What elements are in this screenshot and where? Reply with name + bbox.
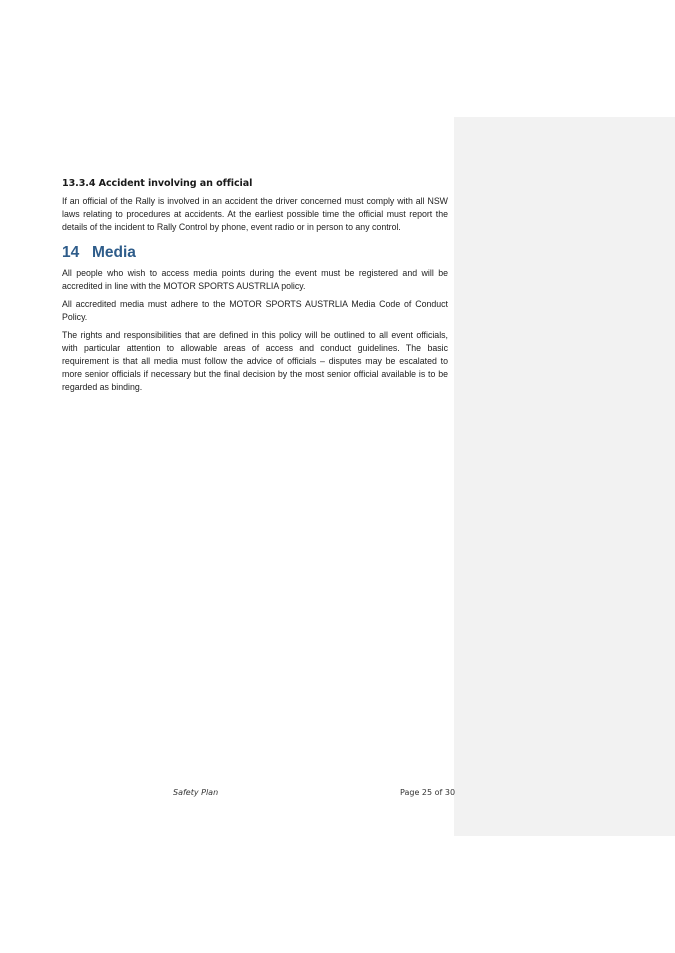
comment-pane bbox=[454, 117, 675, 836]
media-paragraph-2: All accredited media must adhere to the MOTOR SPORTS AUSTRLIA Media Code of Conduct Policy. bbox=[62, 299, 448, 322]
media-paragraph-1: All people who wish to access media points during the event must be registered and will be accredited in line with the MOTOR SPORTS AUSTRLIA policy. bbox=[62, 268, 448, 291]
section-14-title: Media bbox=[92, 244, 136, 261]
footer-document-title: Safety Plan bbox=[173, 788, 219, 797]
page-footer bbox=[0, 788, 675, 802]
section-14-number: 14 bbox=[62, 244, 80, 261]
section-14-heading bbox=[62, 244, 448, 262]
section-13-3-4-heading: 13.3.4 Accident involving an official bbox=[62, 178, 253, 189]
media-paragraph-3: The rights and responsibilities that are defined in this policy will be outlined to all event officials, with particular attention to allowable areas of access and conduct guidelines. The basic requirement is that all media must follow the advice of officials – disputes may be escalated to more senior officials if necessary but the final decision by the most senior official available is to be regarded as binding. bbox=[62, 330, 448, 392]
footer-page-number: Page 25 of 30 bbox=[400, 788, 456, 797]
section-13-3-4-paragraph: If an official of the Rally is involved in an accident the driver concerned must comply with all NSW laws relating to procedures at accidents. At the earliest possible time the official must report the details of the incident to Rally Control by phone, event radio or in person to any control. bbox=[62, 196, 448, 232]
page-content bbox=[62, 178, 448, 399]
